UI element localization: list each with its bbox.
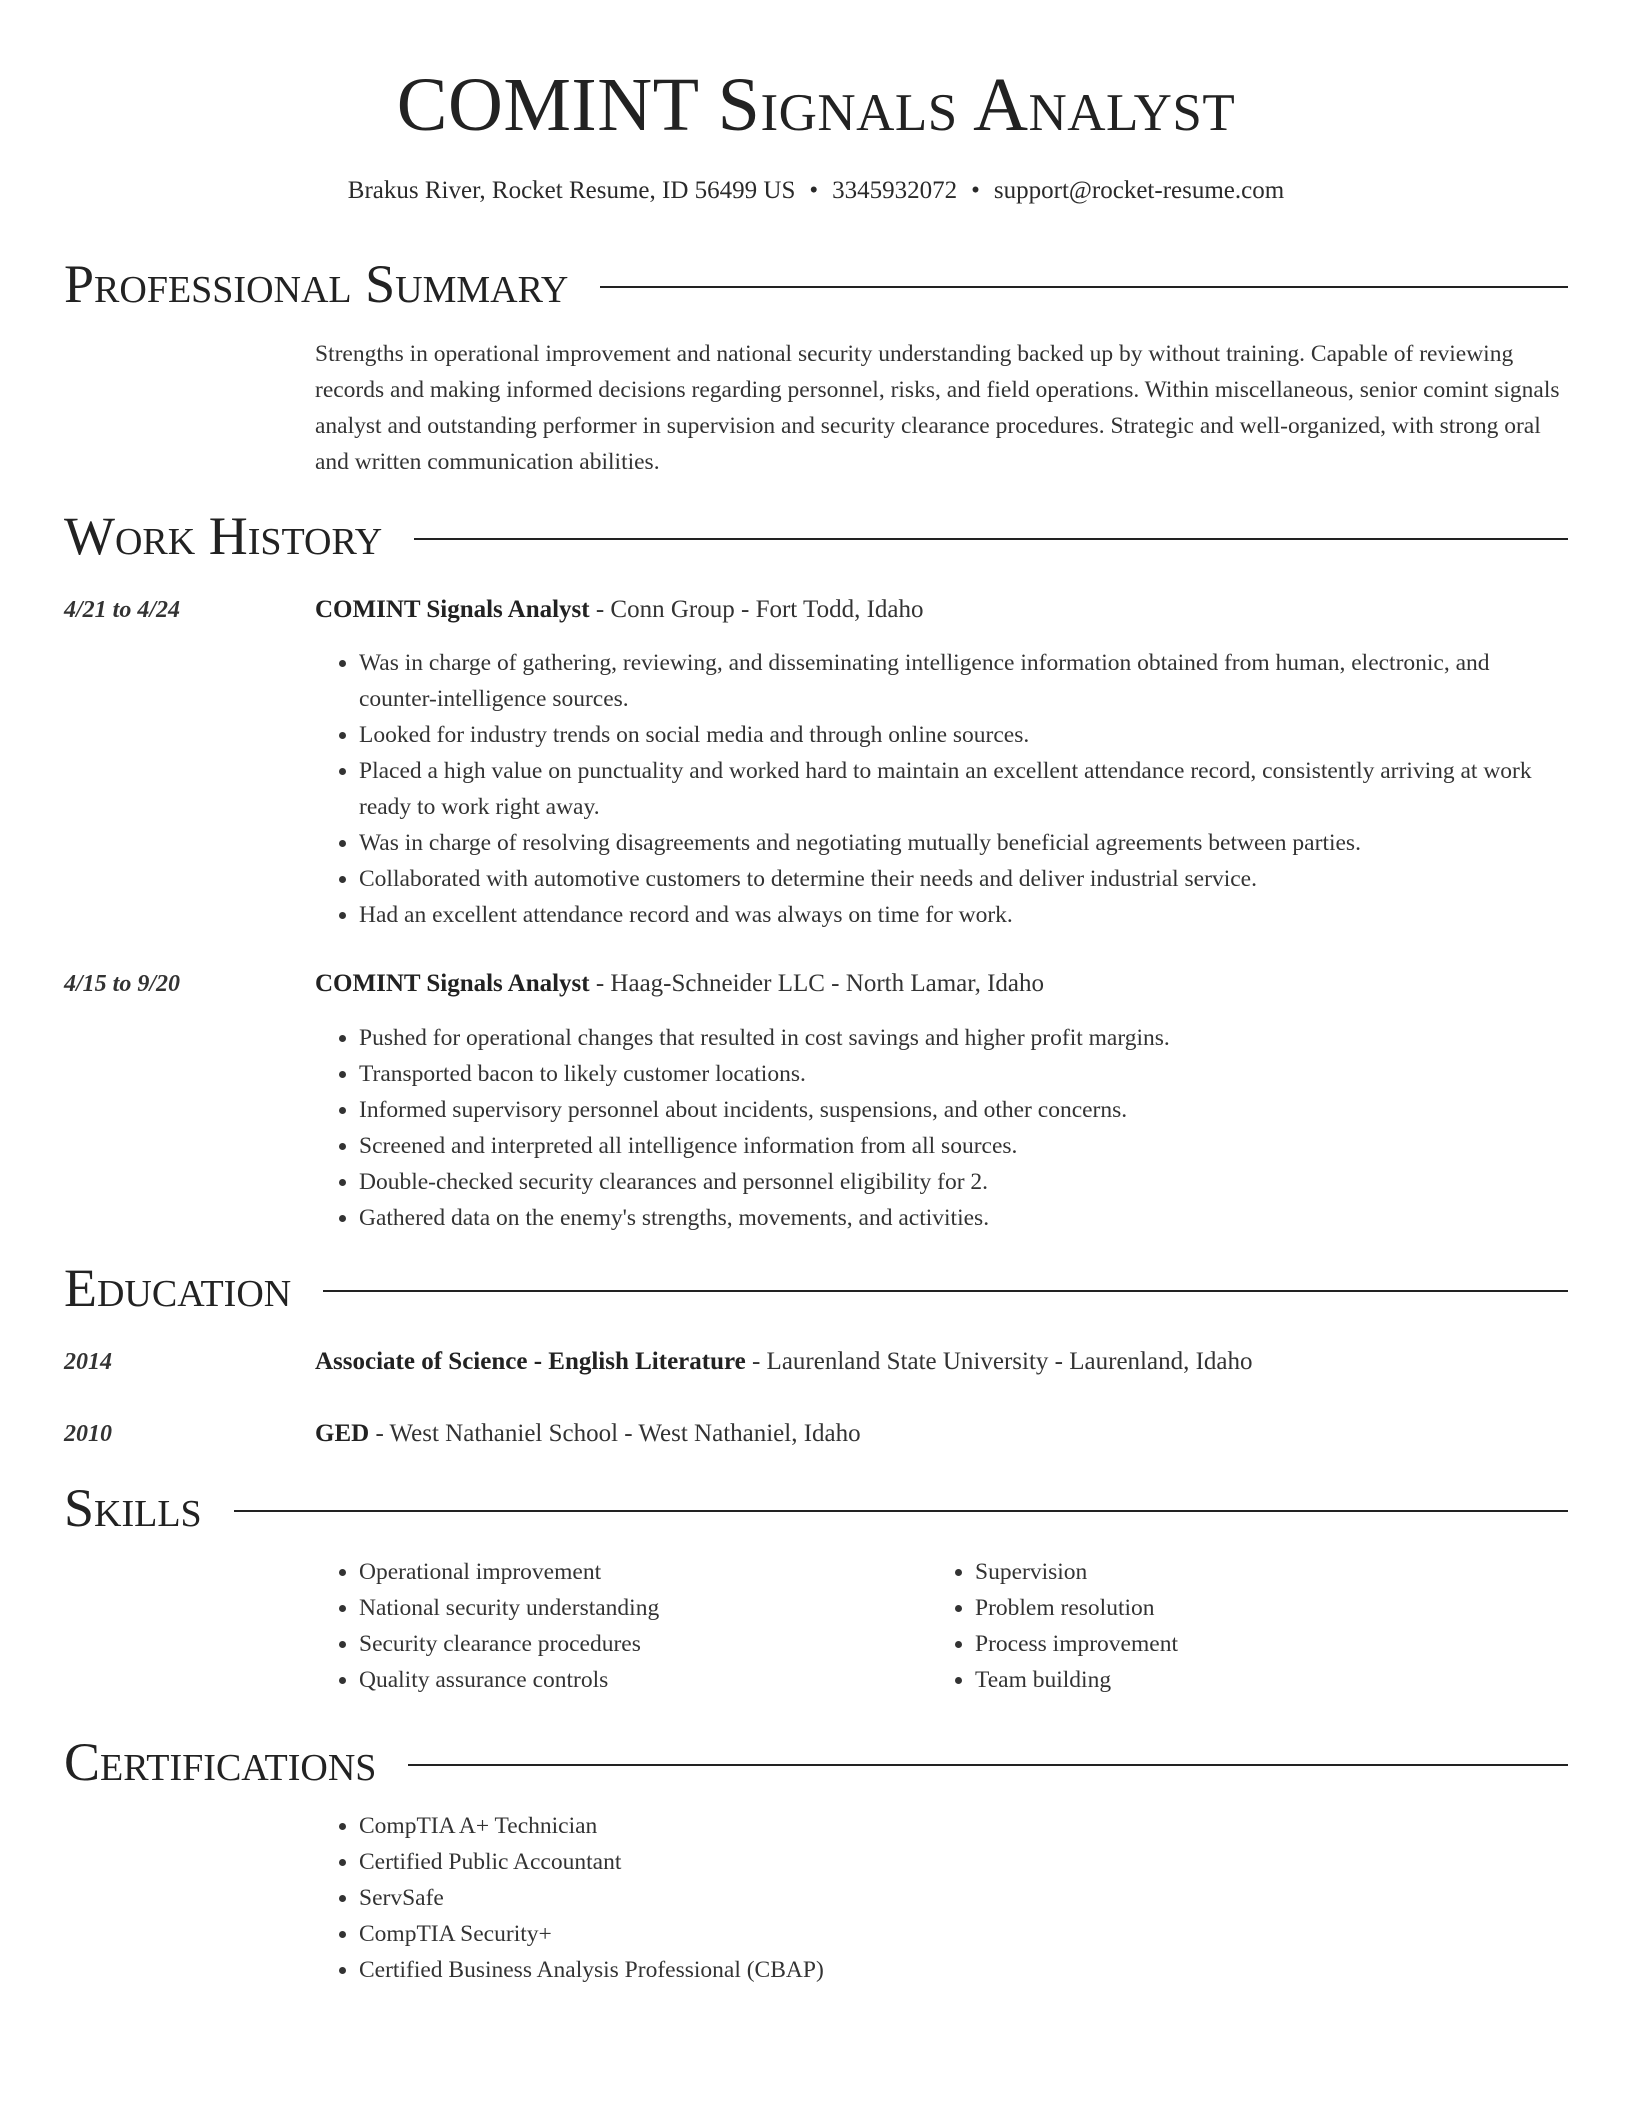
list-item: • Was in charge of gathering, reviewing, and disseminating intelligence information obtained from human, electronic, and counter-intelligence sources. xyxy=(359,645,1568,717)
job-details: - Conn Group - Fort Todd, Idaho xyxy=(589,596,924,623)
section-divider xyxy=(323,1290,1568,1292)
resume-name: COMINT Signals Analyst xyxy=(396,63,1236,147)
contact-line xyxy=(64,174,1568,208)
job-dates: 4/15 to 9/20 xyxy=(64,971,181,997)
list-item: • Had an excellent attendance record and was always on time for work. xyxy=(359,897,1568,933)
list-item: • Informed supervisory personnel about incidents, suspensions, and other concerns. xyxy=(359,1092,1568,1128)
section-summary-header xyxy=(64,252,1568,316)
job-bullets xyxy=(315,1020,1568,1236)
skill-item: • Process improvement xyxy=(975,1626,1632,1662)
section-title-skills: Skills xyxy=(64,1478,202,1538)
list-item: • Transported bacon to likely customer locations. xyxy=(359,1056,1568,1092)
education-entry xyxy=(315,1416,1568,1452)
section-divider xyxy=(234,1510,1568,1512)
job-title: COMINT Signals Analyst xyxy=(315,596,590,623)
summary-text: Strengths in operational improvement and national security understanding backed up by without training. Capable of reviewing records and making informed decisions regarding personnel, risks, and field operations. Within miscellaneous, senior comint signals analyst and outstanding performer in supervision and security clearance procedures. Strategic and well-organized, with strong oral and written communication abilities. xyxy=(315,341,1560,475)
education-degree: GED xyxy=(315,1420,370,1447)
certification-item: • ServSafe xyxy=(359,1880,1568,1916)
skill-item: • Operational improvement xyxy=(359,1554,1568,1590)
list-item: • Collaborated with automotive customers to determine their needs and deliver industrial service. xyxy=(359,861,1568,897)
education-details: - West Nathaniel School - West Nathaniel, Idaho xyxy=(369,1420,861,1447)
education-details: - Laurenland State University - Laurenland, Idaho xyxy=(745,1348,1253,1375)
skill-item: • Security clearance procedures xyxy=(359,1626,1568,1662)
skills-list-right xyxy=(931,1554,1632,1698)
list-item: • Screened and interpreted all intelligence information from all sources. xyxy=(359,1128,1568,1164)
certification-item: • Certified Public Accountant xyxy=(359,1844,1568,1880)
certification-item: • CompTIA Security+ xyxy=(359,1916,1568,1952)
skill-item: • Quality assurance controls xyxy=(359,1662,1568,1698)
skill-item: • Supervision xyxy=(975,1554,1632,1590)
section-divider xyxy=(414,538,1568,540)
section-education-header xyxy=(64,1256,1568,1320)
section-work-header xyxy=(64,504,1568,568)
education-year: 2010 xyxy=(64,1421,112,1447)
section-divider xyxy=(408,1764,1568,1766)
list-item: • Placed a high value on punctuality and worked hard to maintain an excellent attendance record, consistently arriving at work ready to work right away. xyxy=(359,753,1568,825)
section-title-certifications: Certifications xyxy=(64,1732,377,1792)
skill-item: • National security understanding xyxy=(359,1590,1568,1626)
skill-item: • Team building xyxy=(975,1662,1632,1698)
section-title-summary: Professional Summary xyxy=(64,254,569,314)
contact-email[interactable]: support@rocket-resume.com xyxy=(993,177,1285,204)
job-details: - Haag-Schneider LLC - North Lamar, Idaho xyxy=(589,970,1044,997)
contact-address: Brakus River, Rocket Resume, ID 56499 US xyxy=(347,177,796,204)
job-heading xyxy=(315,966,1568,1002)
skill-item: • Problem resolution xyxy=(975,1590,1632,1626)
contact-separator: • xyxy=(971,177,980,204)
job-title: COMINT Signals Analyst xyxy=(315,970,590,997)
certification-item: • Certified Business Analysis Professional (CBAP) xyxy=(359,1952,1568,1988)
section-certifications-header xyxy=(64,1730,1568,1794)
education-entry xyxy=(315,1344,1568,1380)
job-bullets xyxy=(315,645,1568,933)
list-item: • Looked for industry trends on social media and through online sources. xyxy=(359,717,1568,753)
section-divider xyxy=(600,286,1568,288)
list-item: • Was in charge of resolving disagreements and negotiating mutually beneficial agreements between parties. xyxy=(359,825,1568,861)
section-title-work: Work History xyxy=(64,506,383,566)
contact-phone: 3345932072 xyxy=(832,177,958,204)
education-degree: Associate of Science - English Literature xyxy=(315,1348,746,1375)
list-item: • Gathered data on the enemy's strengths, movements, and activities. xyxy=(359,1200,1568,1236)
section-skills-header xyxy=(64,1476,1568,1540)
contact-separator: • xyxy=(809,177,819,204)
section-title-education: Education xyxy=(64,1258,292,1318)
list-item: • Pushed for operational changes that resulted in cost savings and higher profit margins. xyxy=(359,1020,1568,1056)
education-year: 2014 xyxy=(64,1349,112,1375)
certification-item: • CompTIA A+ Technician xyxy=(359,1808,1568,1844)
list-item: • Double-checked security clearances and personnel eligibility for 2. xyxy=(359,1164,1568,1200)
job-dates: 4/21 to 4/24 xyxy=(64,597,181,623)
certifications-list xyxy=(315,1808,1568,1988)
job-heading xyxy=(315,592,1568,628)
